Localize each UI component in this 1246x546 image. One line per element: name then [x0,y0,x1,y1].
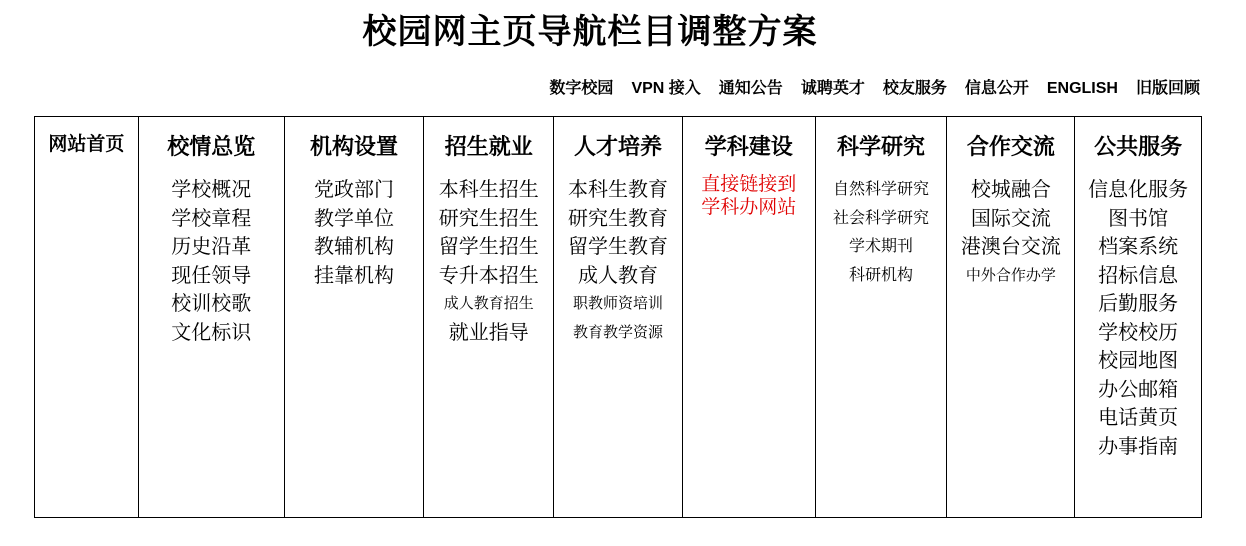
nav-head-organization[interactable]: 机构设置 [309,134,398,159]
nav-column-disciplines [683,117,816,517]
topnav-link-old-version[interactable]: 旧版回顾 [1135,80,1200,97]
nav-column-organization [285,117,425,517]
topnav-link-english[interactable]: ENGLISH [1046,80,1118,97]
nav-list-research [816,175,947,289]
topnav-link-notices[interactable]: 通知公告 [718,80,783,97]
topnav-link-vpn[interactable]: VPN 接入 [631,80,701,97]
nav-item[interactable]: 信息化服务 [1088,177,1189,201]
nav-list-education [554,175,682,346]
nav-list-organization [285,175,424,289]
nav-column-education [554,117,683,517]
nav-item[interactable]: 国际交流 [970,205,1051,230]
nav-item[interactable]: 历史沿革 [171,234,252,258]
nav-head-disciplines[interactable]: 学科建设 [704,134,793,159]
nav-column-cooperation [947,117,1075,517]
nav-column-home [35,117,139,517]
nav-head-education[interactable]: 人才培养 [574,134,663,159]
nav-item[interactable]: 办公邮箱 [1098,376,1179,401]
navigation-table [34,116,1202,518]
top-quick-links [549,78,1200,100]
nav-item[interactable]: 研究生招生 [438,205,539,230]
nav-item[interactable]: 中外合作办学 [965,265,1056,284]
nav-item[interactable]: 留学生教育 [568,234,669,258]
nav-item[interactable]: 研究生教育 [568,205,669,230]
nav-item[interactable]: 招标信息 [1098,262,1179,287]
nav-item[interactable]: 文化标识 [171,319,252,344]
nav-list-services [1075,175,1201,460]
nav-item[interactable]: 留学生招生 [438,234,539,258]
nav-head-overview[interactable]: 校情总览 [167,134,256,159]
nav-item[interactable]: 档案系统 [1098,234,1179,258]
nav-item[interactable]: 职教师资培训 [573,294,664,312]
nav-item[interactable]: 教育教学资源 [573,322,664,341]
nav-item[interactable]: 自然科学研究 [833,179,930,198]
nav-item[interactable]: 校园地图 [1098,348,1179,372]
nav-item[interactable]: 科研机构 [849,264,914,284]
nav-head-admissions[interactable]: 招生就业 [444,134,533,159]
discipline-link-note[interactable]: 直接链接到 [701,173,797,195]
nav-item[interactable]: 社会科学研究 [833,207,930,227]
topnav-link-careers[interactable]: 诚聘英才 [800,80,865,97]
nav-item[interactable]: 学校概况 [171,177,252,201]
nav-item[interactable]: 教辅机构 [313,234,394,258]
nav-column-research [816,117,948,517]
nav-head-cooperation[interactable]: 合作交流 [966,134,1055,159]
nav-item[interactable]: 专升本招生 [438,262,539,287]
nav-item[interactable]: 学校校历 [1098,319,1179,344]
topnav-link-alumni[interactable]: 校友服务 [882,80,947,97]
nav-item[interactable]: 就业指导 [448,319,529,344]
nav-item[interactable]: 党政部门 [313,177,394,201]
nav-item[interactable]: 办事指南 [1098,433,1179,458]
discipline-link-note[interactable]: 学科办网站 [701,196,797,218]
page-title: 校园网主页导航栏目调整方案 [362,13,818,51]
nav-head-services[interactable]: 公共服务 [1094,134,1183,159]
nav-item[interactable]: 本科生招生 [438,177,539,201]
nav-item[interactable]: 教学单位 [313,205,394,230]
topnav-link-info-disclosure[interactable]: 信息公开 [964,80,1029,97]
nav-item[interactable]: 校城融合 [970,177,1051,201]
topnav-link-digital-campus[interactable]: 数字校园 [549,80,614,97]
nav-item[interactable]: 后勤服务 [1098,291,1179,315]
nav-column-admissions [424,117,554,517]
nav-item[interactable]: 现任领导 [171,262,252,287]
nav-item[interactable]: 图书馆 [1108,205,1169,230]
nav-column-services [1075,117,1201,517]
nav-head-research[interactable]: 科学研究 [837,134,926,159]
nav-item[interactable]: 成人教育招生 [443,294,534,312]
nav-item[interactable]: 学术期刊 [849,236,914,255]
nav-item[interactable]: 港澳台交流 [960,234,1061,258]
nav-item[interactable]: 学校章程 [171,205,252,230]
nav-item[interactable]: 本科生教育 [568,177,669,201]
nav-list-disciplines [683,173,815,219]
nav-column-overview [139,117,285,517]
nav-list-cooperation [947,175,1074,289]
nav-item[interactable]: 挂靠机构 [313,262,394,287]
nav-head-home[interactable]: 网站首页 [48,134,125,155]
nav-item[interactable]: 电话黄页 [1098,405,1179,429]
nav-item[interactable]: 校训校歌 [171,291,252,315]
nav-item[interactable]: 成人教育 [578,262,659,287]
nav-list-admissions [424,175,553,346]
nav-list-overview [139,175,284,346]
